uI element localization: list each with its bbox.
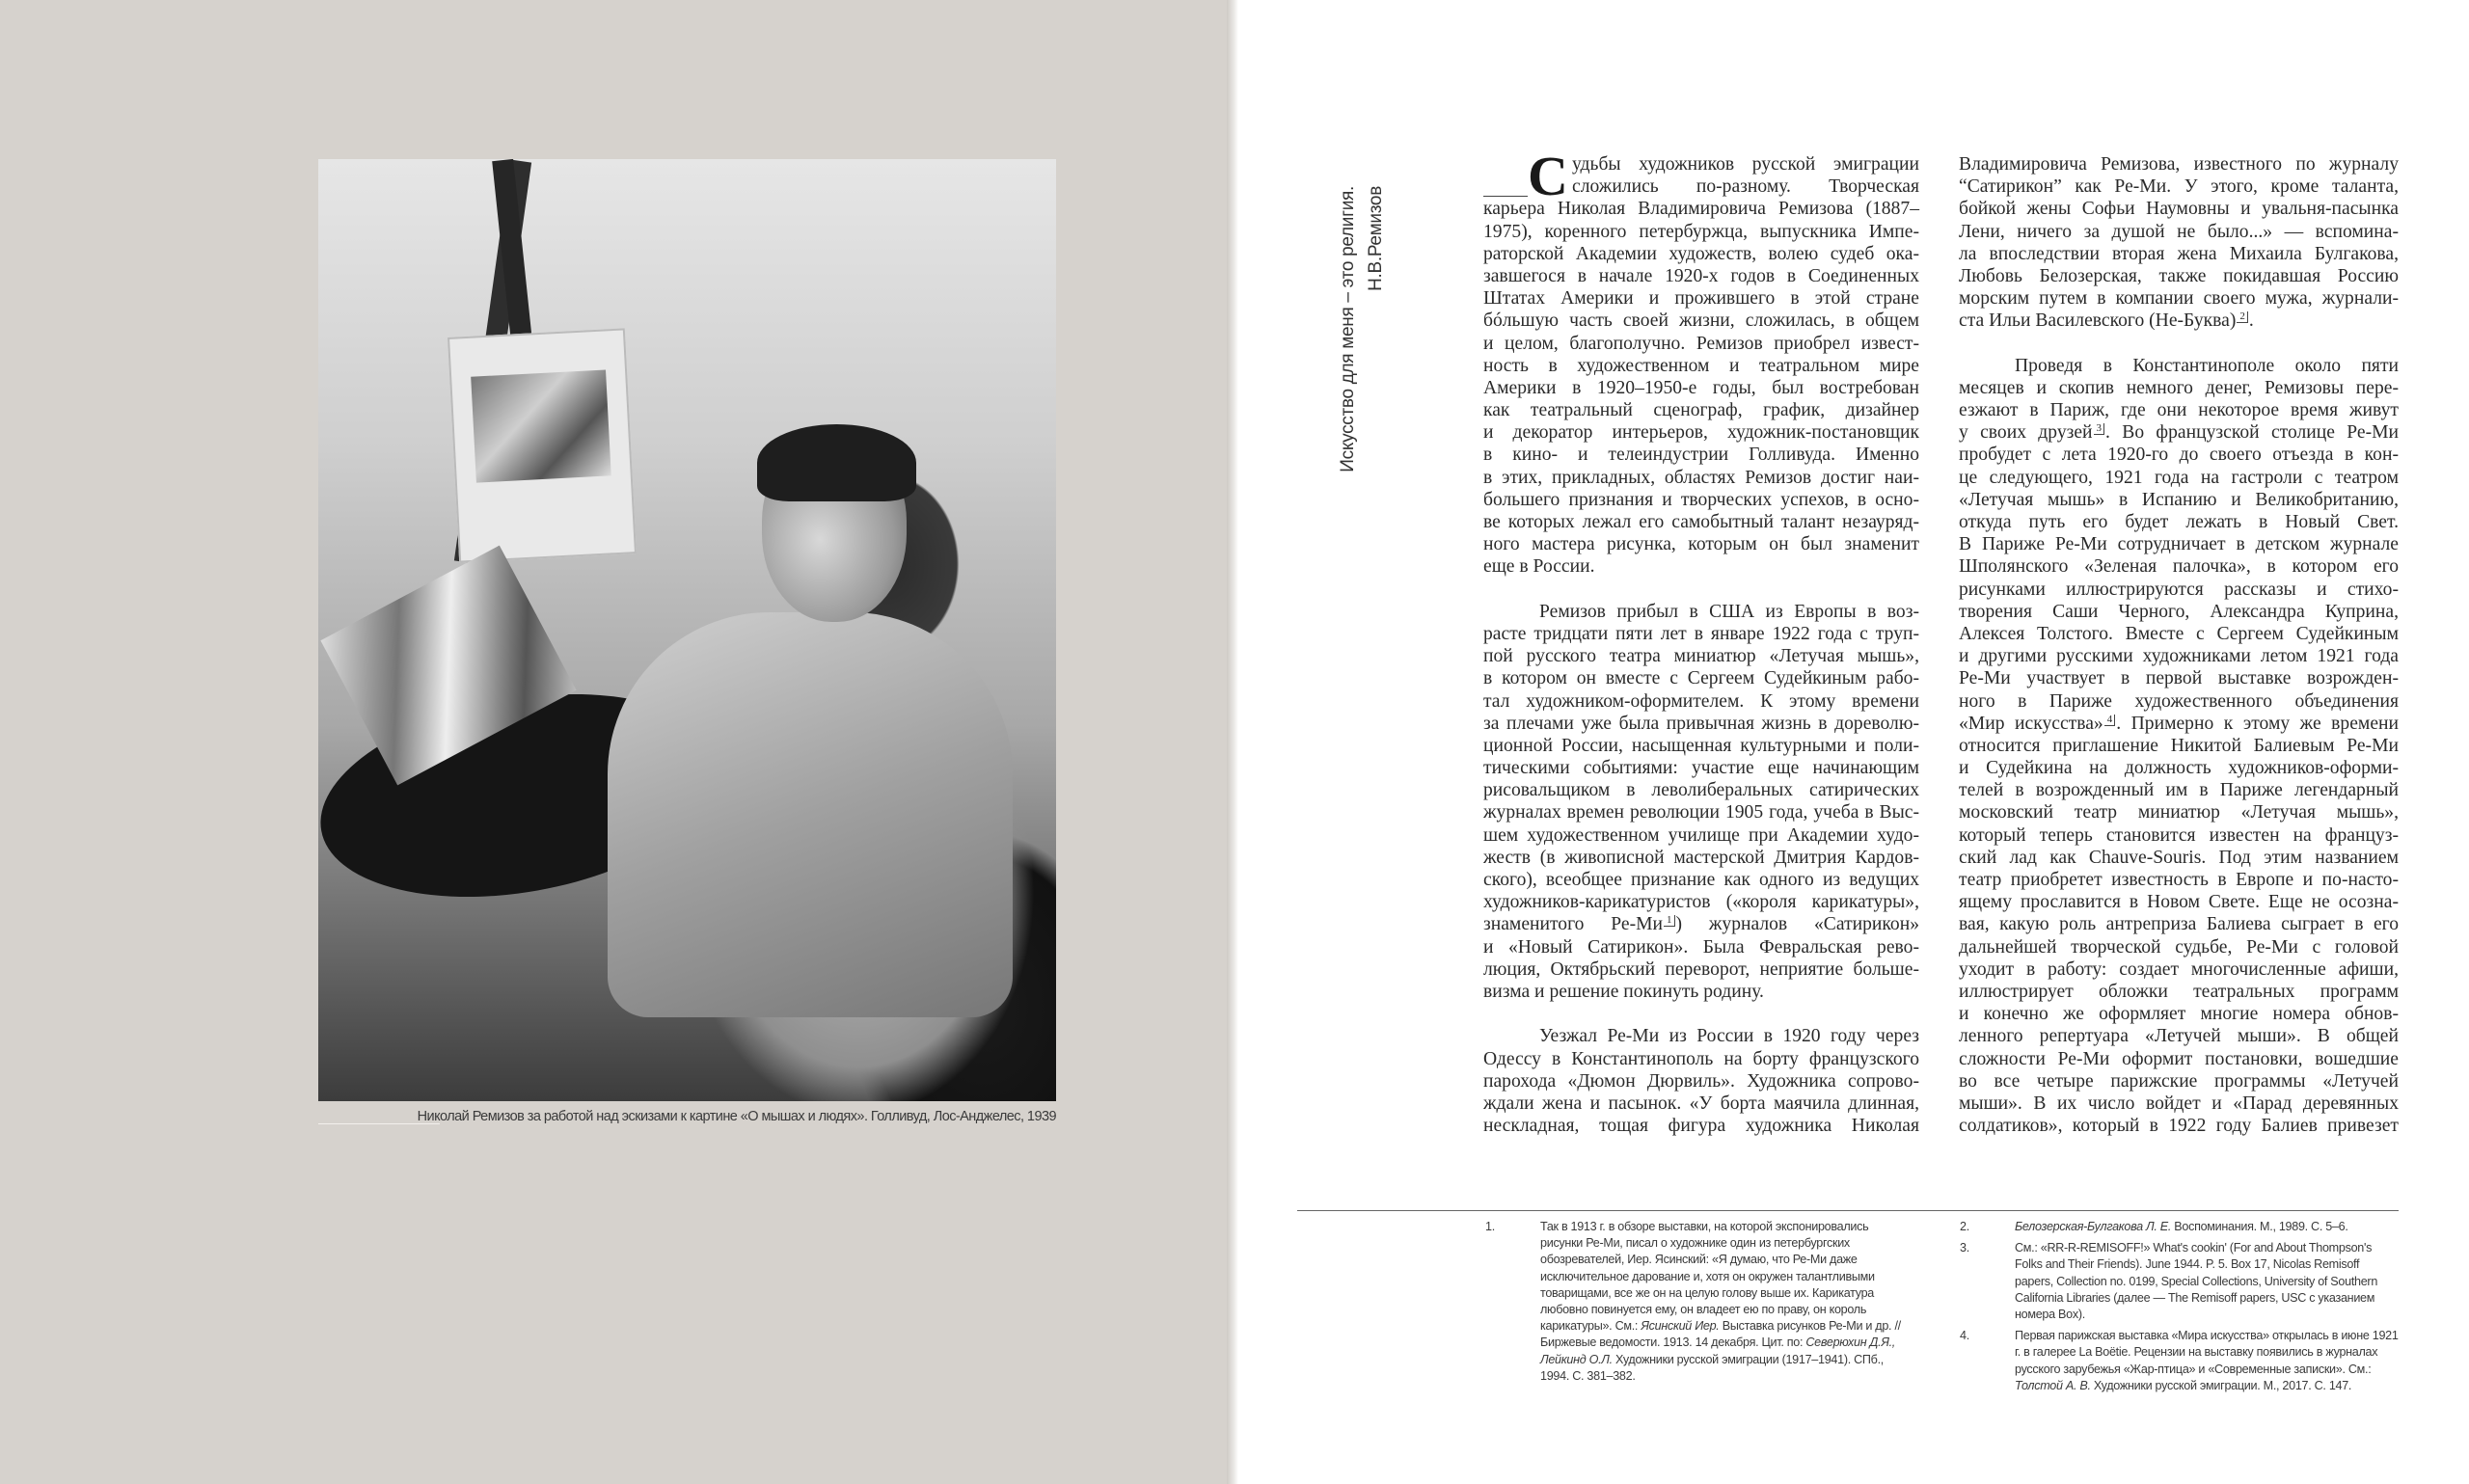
text-line: раторской Академии художеств, волею судеб ока- [1483,243,1919,264]
footnote-text [2015,1328,2399,1394]
text-line: и другими русскими художниками летом 1921 года [1959,646,2399,667]
text-line: Шполянского «Зеленая палочка», в котором его [1959,556,2399,578]
text-line: сложились по-разному. Творческая [1572,176,1919,198]
text-line: Алексея Толстого. Вместе с Сергеем Судейкиным [1959,623,2399,644]
line-text: ) журналов «Сатирикон» [1675,914,1919,935]
footnote-number: 4. [1960,1329,1969,1343]
photo-figure [608,612,1013,1017]
text-line: люция, Октябрьский переворот, неприятие больше- [1483,958,1919,980]
text-line: журналах времен революции 1905 года, учеба в Выс- [1483,802,1919,823]
text-line: “Сатирикон” как Ре-Ми. У этого, кроме таланта, [1959,176,2399,198]
paragraph [1483,145,1919,579]
text-line: Любовь Белозерская, также покидавшая Россию [1959,265,2399,286]
text-line: карьера Николая Владимировича Ремизова (1887– [1483,199,1919,220]
footnote-ref[interactable]: 1 [1664,915,1675,927]
text-line: тал художником-оформителем. К этому времени [1483,690,1919,712]
text-line: сложности Ре-Ми оформит постановки, вошедшие [1959,1048,2399,1069]
text-line [1959,310,2399,332]
footnote-segment: Толстой А. В. [2015,1378,2091,1392]
epigraph-quote: Искусство для меня – это религия. [1338,186,1358,472]
text-line: откуда путь его будет лежать в Новый Свет. [1959,512,2399,532]
footnotes-right [1960,1219,2399,1399]
text-line: большего признания и творческих успехов, в осно- [1483,489,1919,510]
line-text: . Во французской столице Ре-Ми [2105,422,2400,444]
portrait-photo [318,159,1056,1101]
text-line: бóльшую часть своей жизни, сложилась, в общем [1483,310,1919,332]
footnote-ref[interactable]: 4 [2104,715,2116,726]
line-text: . [2248,310,2254,332]
footnote-segment: Белозерская-Булгакова Л. Е. [2015,1220,2172,1233]
text-line: ного мастера рисунка, которым он был знаменит [1483,534,1919,555]
footnote-segment: См.: «RR-R-REMISOFF!» What's cookin' (For and About Thompson's Folks and Their Friends). June 1944. P. 5. Box 17, Nicolas Remisoff papers, Collection no. 0199, Special Collections, University of Southern California Libraries (далее — The Remisoff papers, USC с указанием номера Box). [2015,1241,2378,1322]
photo-caption: Николай Ремизов за работой над эскизами к картине «О мышах и людях». Голливуд, Лос-Анджелес, 1939 [417,1109,1056,1124]
text-line: еще в России. [1483,556,1595,578]
text-line: Ре-Ми участвует в первой выставке возрожден- [1959,668,2399,689]
text-line: Ремизов прибыл в США из Европы в воз- [1539,601,1919,622]
text-line: Уезжал Ре-Ми из России в 1920 году через [1539,1026,1919,1047]
text-line: жеств (в живописной мастерской Дмитрия Кардов- [1483,847,1919,868]
text-line: и Судейкина на должность художников-оформи- [1959,758,2399,779]
text-line: который теперь становится известен на француз- [1959,824,2399,846]
text-line: Проведя в Константинополе около пяти [2015,355,2399,376]
text-line: и целом, благополучно. Ремизов приобрел извест- [1483,333,1919,354]
text-line: це следующего, 1921 года на гастроли с театром [1959,467,2399,488]
line-text: ста Ильи Василевского (Не-Буква) [1959,310,2237,332]
text-line: рисовальщиком в леволиберальных сатирических [1483,780,1919,801]
text-line: В Париже Ре-Ми сотрудничает в детском журнале [1959,534,2399,555]
footnote-segment: Северюхин Д.Я., Лейкинд О.Л. [1540,1336,1896,1366]
footnote-segment: Первая парижская выставка «Мира искусства» открылась в июне 1921 г. в галерее La Boëtie. Рецензии на выставку появились в журналах русского зарубежья «Жар-птица» и «Современные записки». См.: [2015,1329,2399,1376]
text-line: Владимировича Ремизова, известного по журналу [1959,154,2399,175]
text-line: морским путем в компании своего мужа, журнали- [1959,288,2399,310]
text-line [1483,913,1919,935]
text-line: ленного репертуара «Летучей мыши». В общей [1959,1026,2399,1047]
footnote-number: 3. [1960,1241,1969,1255]
text-line: 1975), коренного петербуржца, выпускника Импе- [1483,221,1919,242]
text-line: бойкой жены Софьи Наумовны и увальня-пасынка [1959,199,2399,220]
footnote-segment: Воспоминания. М., 1989. С. 5–6. [2171,1220,2348,1233]
text-line: художников-карикатуристов («короля карикатуры», [1483,892,1919,913]
line-text: «Мир искусства» [1959,713,2103,734]
text-line: ского), всеобщее признание как одного из ведущих [1483,870,1919,890]
text-column-2 [1959,153,2399,1159]
text-line: рисунками иллюстрируются рассказы и стихо- [1959,579,2399,600]
text-column-1 [1483,145,1919,1159]
text-line: театр приобретет известность в Европе и по-насто- [1959,870,2399,890]
text-line: ящему прославится в Новом Свете. Еще не осозна- [1959,892,2399,913]
paragraph [1959,355,2399,1138]
text-line: за плечами уже была привычная жизнь в дореволю- [1483,713,1919,734]
text-line: ла впоследствии вторая жена Михаила Булгакова, [1959,243,2399,264]
text-line: визма и решение покинуть родину. [1483,981,1764,1002]
footnote-text [1540,1219,1910,1385]
text-line: шем художественном училище при Академии худо- [1483,824,1919,846]
drop-cap: С [1528,145,1568,207]
text-line: ждали жена и пасынок. «У борта маячила длинная, [1483,1093,1919,1114]
photo-sketch [448,328,637,562]
paragraph [1483,601,1919,1003]
text-line: ность в художественном и театральном мире [1483,355,1919,376]
paragraph [1483,1025,1919,1137]
text-line: солдатиков», который в 1922 году Балиев привезет [1959,1116,2399,1137]
text-line: уходит в работу: создает многочисленные афиши, [1959,958,2399,980]
text-line: месяцев и скопив немного денег, Ремизовы пере- [1959,377,2399,398]
paragraph [1959,153,2399,333]
footnote-segment: Художники русской эмиграции. М., 2017. С. 147. [2090,1378,2352,1392]
text-line: тическими событиями: участие еще начинающим [1483,758,1919,779]
text-line: ционной России, насыщенная культурными и поли- [1483,735,1919,756]
text-line: и декоратор интерьеров, художник-постановщик [1483,422,1919,444]
text-line: пой русского театра миниатюр «Летучая мышь», [1483,646,1919,667]
text-line: Лени, ничего за душой не было...» — вспомина- [1959,221,2399,242]
text-line: в котором он вместе с Сергеем Судейкиным рабо- [1483,668,1919,689]
footnote-rule [1297,1210,2399,1211]
text-line: московский театр миниатюр «Летучая мышь», [1959,802,2399,823]
text-line: дальнейшей творческой судьбе, Ре-Ми с головой [1959,936,2399,958]
text-line: творения Саши Черного, Александра Куприна, [1959,601,2399,622]
epigraph-author: Н.В.Ремизов [1366,186,1386,291]
footnote-text [2015,1219,2399,1235]
text-line: расте тридцати пяти лет в январе 1922 года с труп- [1483,623,1919,644]
text-line: ве которых лежал его самобытный талант незауряд- [1483,512,1919,532]
text-line: телей в возрожденный им в Париже легендарный [1959,780,2399,801]
footnote-text [2015,1240,2399,1323]
text-line: мыши». В их число войдет и «Парад деревянных [1959,1093,2399,1114]
text-line [1959,713,2399,735]
text-line: в этих, прикладных, областях Ремизов достиг наи- [1483,467,1919,488]
text-line: вая, какую роль антреприза Балиева сыграет в его [1959,914,2399,935]
text-line: и «Новый Сатирикон». Была Февральская рево- [1483,936,1919,958]
footnote-3 [1960,1240,2399,1323]
text-line: в кино- и телеиндустрии Голливуда. Именно [1483,445,1919,466]
text-line [1959,421,2399,444]
drop-cap-rule [1483,196,1528,197]
footnote-segment: Так в 1913 г. в обзоре выставки, на которой экспонировались рисунки Ре-Ми, писал о художнике один из петербургских обозревателей, Иер. Ясинский: «Я думаю, что Ре-Ми даже исключительное дарование и, хотя он окружен талантливыми товарищами, все же он на целую голову выше их. Карикатура любовно повинуется ему, он владеет ею по праву, он король карикатуры». См.: [1540,1220,1875,1334]
text-line: парохода «Дюмон Дюрвиль». Художника сопрово- [1483,1070,1919,1092]
text-line: Штатах Америки и прожившего в этой стране [1483,288,1919,310]
footnote-segment: Ясинский Иер. [1641,1319,1720,1334]
footnote-segment: Художники русской эмиграции (1917–1941). СПб., 1994. С. 381–382. [1540,1352,1884,1383]
footnote-2 [1960,1219,2399,1235]
text-line: Америки в 1920–1950-е годы, был востребован [1483,377,1919,398]
line-text: . Примерно к этому же времени [2116,713,2399,734]
text-line: ного в Париже художественного объединения [1959,690,2399,712]
text-line: относится приглашение Никитой Балиевым Ре-Ми [1959,735,2399,756]
line-text: у своих друзей [1959,422,2093,444]
footnote-ref[interactable]: 3 [2094,423,2105,435]
text-line: удьбы художников русской эмиграции [1572,154,1919,175]
line-text: знаменитого Ре-Ми [1483,914,1664,935]
footnote-4 [1960,1328,2399,1394]
text-line: завшегося в начале 1920-х годов в Соединенных [1483,265,1919,286]
text-line: и конечно же оформляет многие номера обнов- [1959,1004,2399,1025]
text-line: во все четыре парижские программы «Летучей [1959,1070,2399,1092]
footnote-segment: Выставка рисунков Ре-Ми и др. // Биржевые ведомости. 1913. 14 декабря. Цит. по: [1540,1319,1901,1350]
text-line: нескладная, тощая фигура художника Николая [1483,1116,1919,1137]
footnote-number: 1. [1485,1220,1495,1233]
epigraph [1334,186,1390,487]
footnote-ref[interactable]: 2 [2237,311,2248,323]
photo-hair [757,424,916,501]
text-line: Одессу в Константинополь на борту французского [1483,1048,1919,1069]
text-line: езжают в Париж, где они некоторое время живут [1959,400,2399,421]
text-line: пробудет с лета 1920-го до своего отъезда в кон- [1959,445,2399,466]
text-line: «Летучая мышь» в Испанию и Великобританию, [1959,489,2399,510]
footnote-1 [1485,1219,1910,1385]
text-line: как театральный сценограф, график, дизайнер [1483,400,1919,421]
text-line: иллюстрирует обложки театральных программ [1959,981,2399,1002]
text-line: ский лад как Chauve-Souris. Под этим названием [1959,847,2399,868]
footnote-number: 2. [1960,1220,1969,1233]
book-gutter [1227,0,1238,1484]
